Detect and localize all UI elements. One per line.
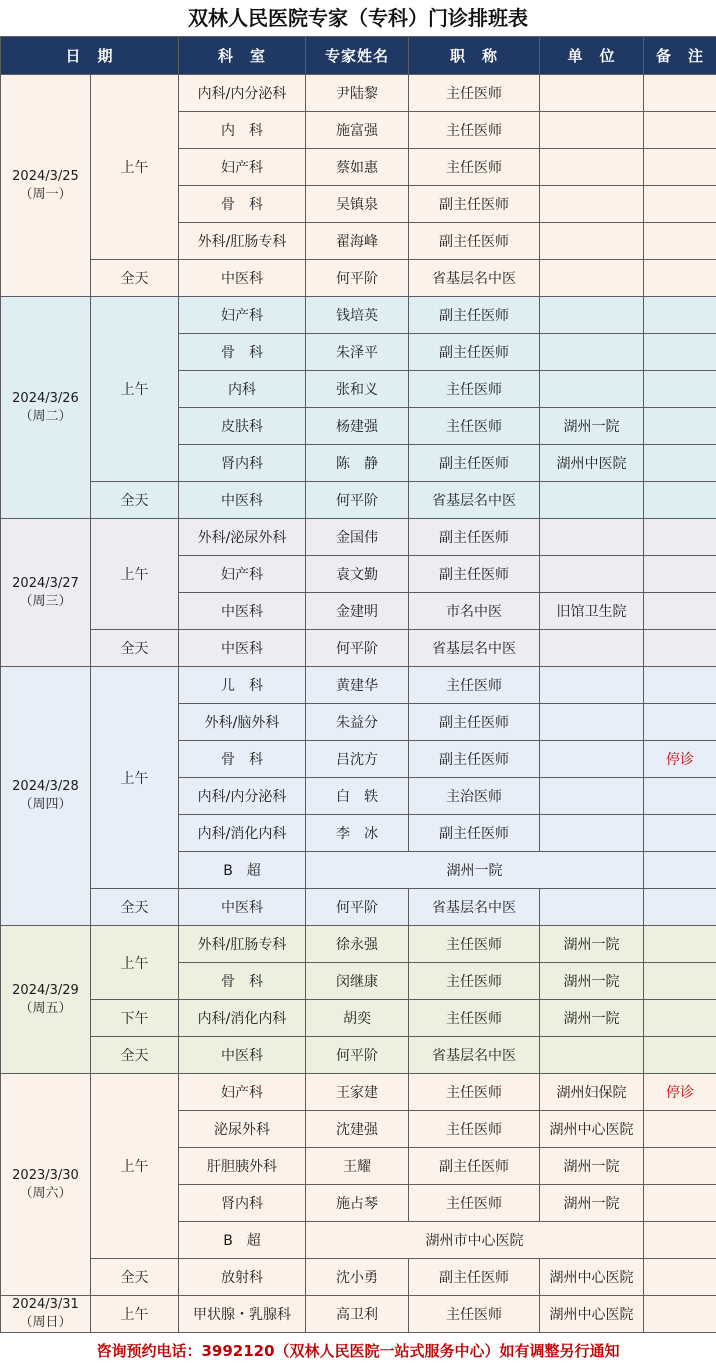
department-cell: 妇产科 [179, 556, 306, 593]
note-cell [644, 630, 716, 667]
note-cell [644, 371, 716, 408]
note-cell [644, 223, 716, 260]
merged-unit-cell: 湖州一院 [306, 852, 644, 889]
weekday-text: （周二） [19, 408, 72, 424]
note-cell [644, 297, 716, 334]
title-cell: 主任医师 [409, 408, 540, 445]
session-cell: 上午 [91, 297, 179, 482]
note-cell [644, 926, 716, 963]
expert-name-cell: 陈 静 [306, 445, 409, 482]
unit-cell: 湖州一院 [540, 1148, 644, 1185]
note-cell [644, 1222, 716, 1259]
expert-name-cell: 钱培英 [306, 297, 409, 334]
unit-cell: 湖州一院 [540, 963, 644, 1000]
expert-name-cell: 朱泽平 [306, 334, 409, 371]
department-cell: 中医科 [179, 630, 306, 667]
table-row [1, 297, 716, 334]
unit-cell [540, 75, 644, 112]
title-cell: 主任医师 [409, 926, 540, 963]
title-cell: 主任医师 [409, 963, 540, 1000]
weekday-text: （周四） [19, 797, 72, 812]
table-row [1, 926, 716, 963]
expert-name-cell: 金国伟 [306, 519, 409, 556]
table-row [1, 889, 716, 926]
table-row [1, 1074, 716, 1111]
department-cell: 中医科 [179, 593, 306, 630]
department-cell: 内科/消化内科 [179, 1000, 306, 1037]
expert-name-cell: 张和义 [306, 371, 409, 408]
title-cell: 副主任医师 [409, 704, 540, 741]
department-cell: 骨 科 [179, 741, 306, 778]
title-cell: 主任医师 [409, 667, 540, 704]
department-cell: 中医科 [179, 482, 306, 519]
note-cell [644, 1037, 716, 1074]
note-cell [644, 667, 716, 704]
department-cell: 内 科 [179, 112, 306, 149]
unit-cell [540, 186, 644, 223]
title-cell: 副主任医师 [409, 445, 540, 482]
date-text: 2024/3/25 [12, 168, 79, 184]
session-cell: 全天 [91, 630, 179, 667]
title-cell: 副主任医师 [409, 815, 540, 852]
header-department: 科 室 [179, 37, 306, 75]
expert-name-cell: 杨建强 [306, 408, 409, 445]
date-text: 2024/3/31 [12, 1297, 79, 1312]
department-cell: 肾内科 [179, 1185, 306, 1222]
unit-cell: 湖州一院 [540, 1000, 644, 1037]
department-cell: 外科/泌尿外科 [179, 519, 306, 556]
note-cell [644, 593, 716, 630]
department-cell: 儿 科 [179, 667, 306, 704]
note-cell [644, 963, 716, 1000]
unit-cell [540, 815, 644, 852]
expert-name-cell: 何平阶 [306, 889, 409, 926]
department-cell: 外科/肛肠专科 [179, 926, 306, 963]
expert-name-cell: 何平阶 [306, 630, 409, 667]
title-cell: 副主任医师 [409, 186, 540, 223]
table-row [1, 75, 716, 112]
department-cell: 中医科 [179, 889, 306, 926]
session-cell: 全天 [91, 482, 179, 519]
title-cell: 副主任医师 [409, 1148, 540, 1185]
unit-cell [540, 482, 644, 519]
weekday-text: （周五） [19, 1000, 72, 1016]
note-cell [644, 408, 716, 445]
department-cell: 内科 [179, 371, 306, 408]
unit-cell [540, 667, 644, 704]
session-cell: 上午 [91, 667, 179, 889]
session-cell: 全天 [91, 1037, 179, 1074]
header-title: 职 称 [409, 37, 540, 75]
date-cell [1, 519, 91, 667]
expert-name-cell: 何平阶 [306, 1037, 409, 1074]
weekday-text: （周三） [19, 593, 72, 609]
title-cell: 省基层名中医 [409, 630, 540, 667]
title-cell: 主任医师 [409, 75, 540, 112]
expert-name-cell: 蔡如惠 [306, 149, 409, 186]
date-cell [1, 667, 91, 926]
title-cell: 副主任医师 [409, 334, 540, 371]
department-cell: 内科/消化内科 [179, 815, 306, 852]
unit-cell [540, 556, 644, 593]
title-cell: 副主任医师 [409, 223, 540, 260]
note-cell [644, 556, 716, 593]
table-row [1, 1296, 716, 1333]
department-cell: 中医科 [179, 260, 306, 297]
expert-name-cell: 施富强 [306, 112, 409, 149]
session-cell: 上午 [91, 1296, 179, 1333]
expert-name-cell: 徐永强 [306, 926, 409, 963]
unit-cell: 湖州中心医院 [540, 1296, 644, 1333]
date-cell [1, 75, 91, 297]
session-cell: 下午 [91, 1000, 179, 1037]
note-cell [644, 704, 716, 741]
unit-cell: 湖州一院 [540, 408, 644, 445]
unit-cell [540, 149, 644, 186]
note-cell [644, 149, 716, 186]
expert-name-cell: 沈建强 [306, 1111, 409, 1148]
title-cell: 主任医师 [409, 1296, 540, 1333]
department-cell: 妇产科 [179, 297, 306, 334]
department-cell: B 超 [179, 1222, 306, 1259]
title-cell: 副主任医师 [409, 1259, 540, 1296]
unit-cell [540, 297, 644, 334]
table-row [1, 630, 716, 667]
title-cell: 主任医师 [409, 1111, 540, 1148]
note-cell [644, 186, 716, 223]
expert-name-cell: 王耀 [306, 1148, 409, 1185]
weekday-text: （周一） [19, 186, 72, 202]
department-cell: 骨 科 [179, 186, 306, 223]
department-cell: 肝胆胰外科 [179, 1148, 306, 1185]
unit-cell [540, 223, 644, 260]
date-cell [1, 297, 91, 519]
department-cell: 骨 科 [179, 334, 306, 371]
session-cell: 全天 [91, 1259, 179, 1296]
department-cell: B 超 [179, 852, 306, 889]
expert-name-cell: 吕沈方 [306, 741, 409, 778]
note-cell [644, 112, 716, 149]
expert-name-cell: 何平阶 [306, 260, 409, 297]
department-cell: 中医科 [179, 1037, 306, 1074]
header-note: 备 注 [644, 37, 716, 75]
note-cell [644, 1111, 716, 1148]
title-cell: 主任医师 [409, 1000, 540, 1037]
expert-name-cell: 尹陆黎 [306, 75, 409, 112]
header-expert-name: 专家姓名 [306, 37, 409, 75]
table-row [1, 1259, 716, 1296]
expert-name-cell: 李 冰 [306, 815, 409, 852]
unit-cell: 湖州中心医院 [540, 1259, 644, 1296]
department-cell: 肾内科 [179, 445, 306, 482]
table-row [1, 667, 716, 704]
table-row [1, 1000, 716, 1037]
department-cell: 内科/内分泌科 [179, 75, 306, 112]
title-cell: 副主任医师 [409, 556, 540, 593]
expert-name-cell: 翟海峰 [306, 223, 409, 260]
date-text: 2024/3/27 [12, 575, 79, 591]
expert-name-cell: 闵继康 [306, 963, 409, 1000]
expert-name-cell: 沈小勇 [306, 1259, 409, 1296]
unit-cell: 湖州中医院 [540, 445, 644, 482]
department-cell: 妇产科 [179, 149, 306, 186]
table-row [1, 1037, 716, 1074]
title-cell: 主任医师 [409, 371, 540, 408]
department-cell: 甲状腺・乳腺科 [179, 1296, 306, 1333]
session-cell: 全天 [91, 889, 179, 926]
note-cell: 停诊 [644, 741, 716, 778]
expert-name-cell: 胡奕 [306, 1000, 409, 1037]
note-cell [644, 1148, 716, 1185]
session-cell: 全天 [91, 260, 179, 297]
title-cell: 省基层名中医 [409, 1037, 540, 1074]
date-cell [1, 1296, 91, 1333]
unit-cell [540, 630, 644, 667]
header-unit: 单 位 [540, 37, 644, 75]
date-cell [1, 926, 91, 1074]
department-cell: 内科/内分泌科 [179, 778, 306, 815]
title-cell: 主任医师 [409, 1074, 540, 1111]
expert-name-cell: 王家建 [306, 1074, 409, 1111]
note-cell [644, 482, 716, 519]
unit-cell [540, 519, 644, 556]
note-cell [644, 852, 716, 889]
table-row [1, 519, 716, 556]
title-cell: 副主任医师 [409, 519, 540, 556]
department-cell: 骨 科 [179, 963, 306, 1000]
title-cell: 副主任医师 [409, 741, 540, 778]
expert-name-cell: 朱益分 [306, 704, 409, 741]
date-text: 2023/3/30 [12, 1167, 79, 1183]
schedule-table [0, 36, 716, 1333]
unit-cell [540, 778, 644, 815]
title-cell: 省基层名中医 [409, 482, 540, 519]
expert-name-cell: 黄建华 [306, 667, 409, 704]
department-cell: 泌尿外科 [179, 1111, 306, 1148]
note-cell [644, 260, 716, 297]
note-cell [644, 1296, 716, 1333]
unit-cell: 湖州一院 [540, 1185, 644, 1222]
expert-name-cell: 吴镇泉 [306, 186, 409, 223]
title-cell: 省基层名中医 [409, 260, 540, 297]
table-row [1, 482, 716, 519]
expert-name-cell: 金建明 [306, 593, 409, 630]
unit-cell [540, 704, 644, 741]
date-text: 2024/3/28 [12, 779, 79, 794]
note-cell [644, 445, 716, 482]
expert-name-cell: 施占琴 [306, 1185, 409, 1222]
merged-unit-cell: 湖州市中心医院 [306, 1222, 644, 1259]
title-cell: 主任医师 [409, 1185, 540, 1222]
unit-cell [540, 112, 644, 149]
note-cell [644, 778, 716, 815]
note-cell [644, 519, 716, 556]
unit-cell [540, 741, 644, 778]
expert-name-cell: 高卫利 [306, 1296, 409, 1333]
department-cell: 放射科 [179, 1259, 306, 1296]
department-cell: 皮肤科 [179, 408, 306, 445]
expert-name-cell: 何平阶 [306, 482, 409, 519]
note-cell [644, 334, 716, 371]
note-cell [644, 75, 716, 112]
session-cell: 上午 [91, 75, 179, 260]
weekday-text: （周日） [19, 1315, 72, 1330]
table-row [1, 260, 716, 297]
unit-cell [540, 371, 644, 408]
title-cell: 主任医师 [409, 112, 540, 149]
unit-cell: 湖州一院 [540, 926, 644, 963]
department-cell: 外科/肛肠专科 [179, 223, 306, 260]
date-text: 2024/3/26 [12, 390, 79, 406]
expert-name-cell: 袁文勤 [306, 556, 409, 593]
weekday-text: （周六） [19, 1185, 72, 1201]
footer-contact: 咨询预约电话：3992120（双林人民医院一站式服务中心）如有调整另行通知 [96, 1342, 620, 1360]
unit-cell [540, 260, 644, 297]
unit-cell [540, 1037, 644, 1074]
date-cell [1, 1074, 91, 1296]
unit-cell [540, 889, 644, 926]
title-cell: 市名中医 [409, 593, 540, 630]
note-cell [644, 1185, 716, 1222]
session-cell: 上午 [91, 519, 179, 630]
page-title: 双林人民医院专家（专科）门诊排班表 [188, 6, 528, 30]
title-cell: 省基层名中医 [409, 889, 540, 926]
note-cell [644, 1259, 716, 1296]
date-text: 2024/3/29 [12, 982, 79, 998]
expert-name-cell: 白 轶 [306, 778, 409, 815]
title-cell: 主任医师 [409, 149, 540, 186]
note-cell [644, 889, 716, 926]
note-cell [644, 815, 716, 852]
note-cell [644, 1000, 716, 1037]
unit-cell: 湖州妇保院 [540, 1074, 644, 1111]
session-cell: 上午 [91, 1074, 179, 1259]
unit-cell [540, 334, 644, 371]
title-cell: 副主任医师 [409, 297, 540, 334]
title-cell: 主治医师 [409, 778, 540, 815]
header-row [1, 37, 716, 75]
department-cell: 妇产科 [179, 1074, 306, 1111]
session-cell: 上午 [91, 926, 179, 1000]
unit-cell: 旧馆卫生院 [540, 593, 644, 630]
header-date: 日 期 [1, 37, 179, 75]
department-cell: 外科/脑外科 [179, 704, 306, 741]
note-cell: 停诊 [644, 1074, 716, 1111]
unit-cell: 湖州中心医院 [540, 1111, 644, 1148]
